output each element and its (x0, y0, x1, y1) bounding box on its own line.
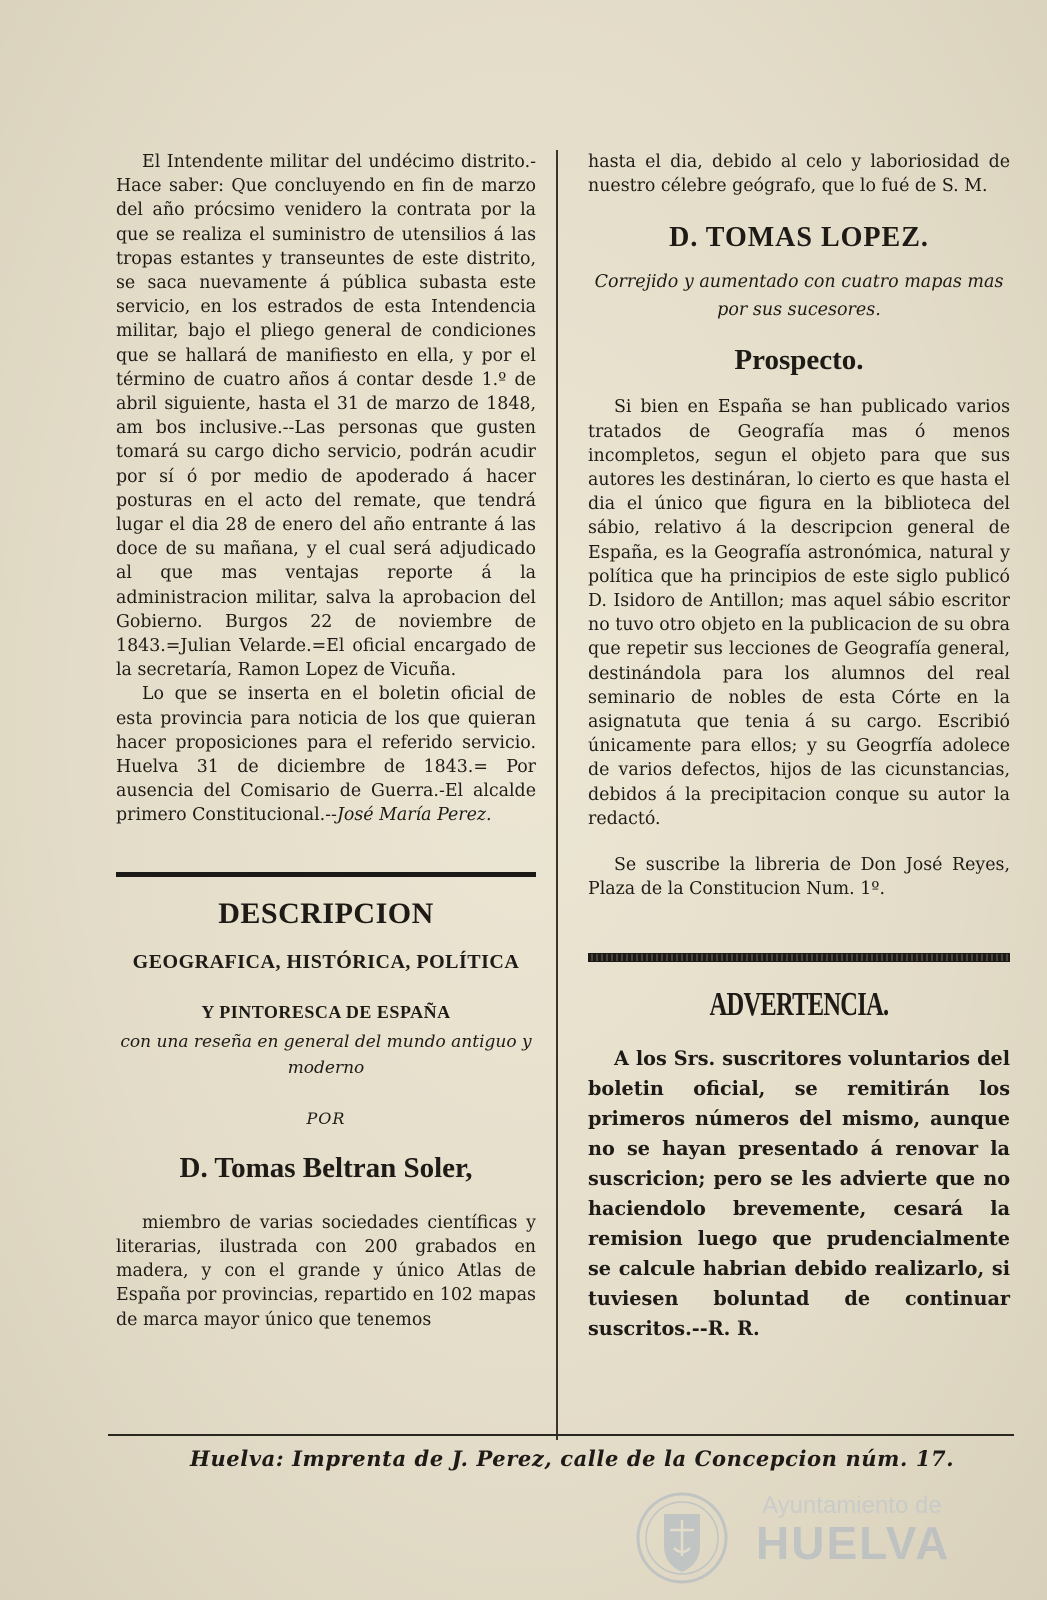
lopez-heading: D. TOMAS LOPEZ. (669, 222, 929, 254)
watermark-line-1: Ayuntamiento de (762, 1492, 942, 1519)
intendente-notice: El Intendente militar del undécimo distrito.- Hace saber: Que concluyendo en fin de marzo del año prócsimo venidero la contrata por la que se realiza el suministro de utensilios á las tropas estantes y transeuntes de este distrito, se saca nuevamente á pública subasta este servicio, en los estrados de esta Intendencia militar, bajo el pliego general de condiciones que se hallará de manifiesto en ella, y por el término de cuatro años á contar desde 1.º de abril siguiente, hasta el 31 de marzo de 1848, am bos inclusive.--Las personas que gusten tomará su cargo dicho servicio, podrán acudir por sí ó por medio de apoderado á hacer posturas en el acto del remate, que tendrá lugar el dia 28 de enero del año entrante á las doce de su mañana, y el cual será adjudicado al que mas ventajas reporte á la administracion militar, salva la aprobacion del Gobierno. Burgos 22 de noviembre de 1843.=Julian Velarde.=El oficial encargado de la secretaría, Ramon Lopez de Vicuña. (116, 152, 536, 681)
insert-notice-text: Lo que se inserta en el boletin oficial de esta provincia para noticia de los que quieran hacer proposiciones para el referido servicio. Huelva 31 de diciembre de 1843.= Por ausencia del Comisario de Guerra.-El alcalde primero Constitucional.-- (116, 684, 536, 826)
suscribe-notice: Se suscribe la libreria de Don José Reyes, Plaza de la Constitucion Num. 1º. (588, 855, 1010, 900)
ayuntamiento-watermark (630, 1486, 960, 1586)
imprint-line: Huelva: Imprenta de J. Perez, calle de la Concepcion núm. 17. (190, 1446, 955, 1471)
advertencia-heading: ADVERTENCIA. (709, 986, 889, 1024)
section-rule (116, 872, 536, 877)
corregido-subtitle: Correjido y aumentado con cuatro mapas mas por sus sucesores. (594, 272, 1004, 321)
prospecto-heading: Prospecto. (734, 344, 864, 377)
advertencia-body: A los Srs. suscritores voluntarios del boletin oficial, se remitirán los primeros números del mismo, aunque no se hayan presentado á renovar la suscricion; pero se les advierte que no haciendolo brevemente, cesará la remision luego que prudencialmente se calcule habrian debido realizarlo, si tuviesen boluntad de continuar suscritos.--R. R. (588, 1047, 1010, 1341)
right-column (588, 150, 1010, 1364)
shield-icon (630, 1486, 740, 1586)
column-divider (556, 150, 558, 1440)
insert-signature: José María Perez. (336, 805, 492, 826)
descripcion-resena: con una reseña en general del mundo antiguo y moderno (120, 1031, 532, 1078)
por-label: POR (306, 1108, 346, 1128)
prospecto-body: Si bien en España se han publicado varios tratados de Geografía mas ó menos incompletos, segun el objeto para que sus autores les destináran, lo cierto es que hasta el dia el único que figura en la biblioteca del sábio, relativo á la descripcion general de España, es la Geografía astronómica, natural y política que ha principios de este siglo publicó D. Isidoro de Antillon; mas aquel sábio escritor no tuvo otro objeto en la publicacion de su obra que repetir sus lecciones de Geografía general, destinándola para los alumnos del real seminario de nobles de esta Córte en la asignatuta que tenia á su cargo. Escribió únicamente para ellos; y su Geogrfía adolece de varios defectos, hijos de las cicunstancias, debidos á la precipitacion conque su autor la redactó. (588, 397, 1010, 829)
ornate-rule (588, 953, 1010, 962)
left-column (116, 150, 536, 1332)
author-bio: miembro de varias sociedades científicas y literarias, ilustrada con 200 grabados en madera, y con el grande y único Atlas de España por provincias, repartido en 102 mapas de marca mayor único que tenemos (116, 1212, 536, 1330)
descripcion-heading: DESCRIPCION (218, 896, 434, 930)
watermark-line-2: HUELVA (756, 1517, 951, 1569)
continuation-text: hasta el dia, debido al celo y laboriosidad de nuestro célebre geógrafo, que lo fué de S. M. (588, 152, 1010, 197)
descripcion-subheading: GEOGRAFICA, HISTÓRICA, POLÍTICA (132, 950, 520, 973)
descripcion-subheading-2: Y PINTORESCA DE ESPAÑA (201, 1001, 451, 1022)
footer-rule (108, 1434, 1014, 1436)
author-name: D. Tomas Beltran Soler, (179, 1151, 473, 1184)
insert-notice (116, 682, 536, 827)
